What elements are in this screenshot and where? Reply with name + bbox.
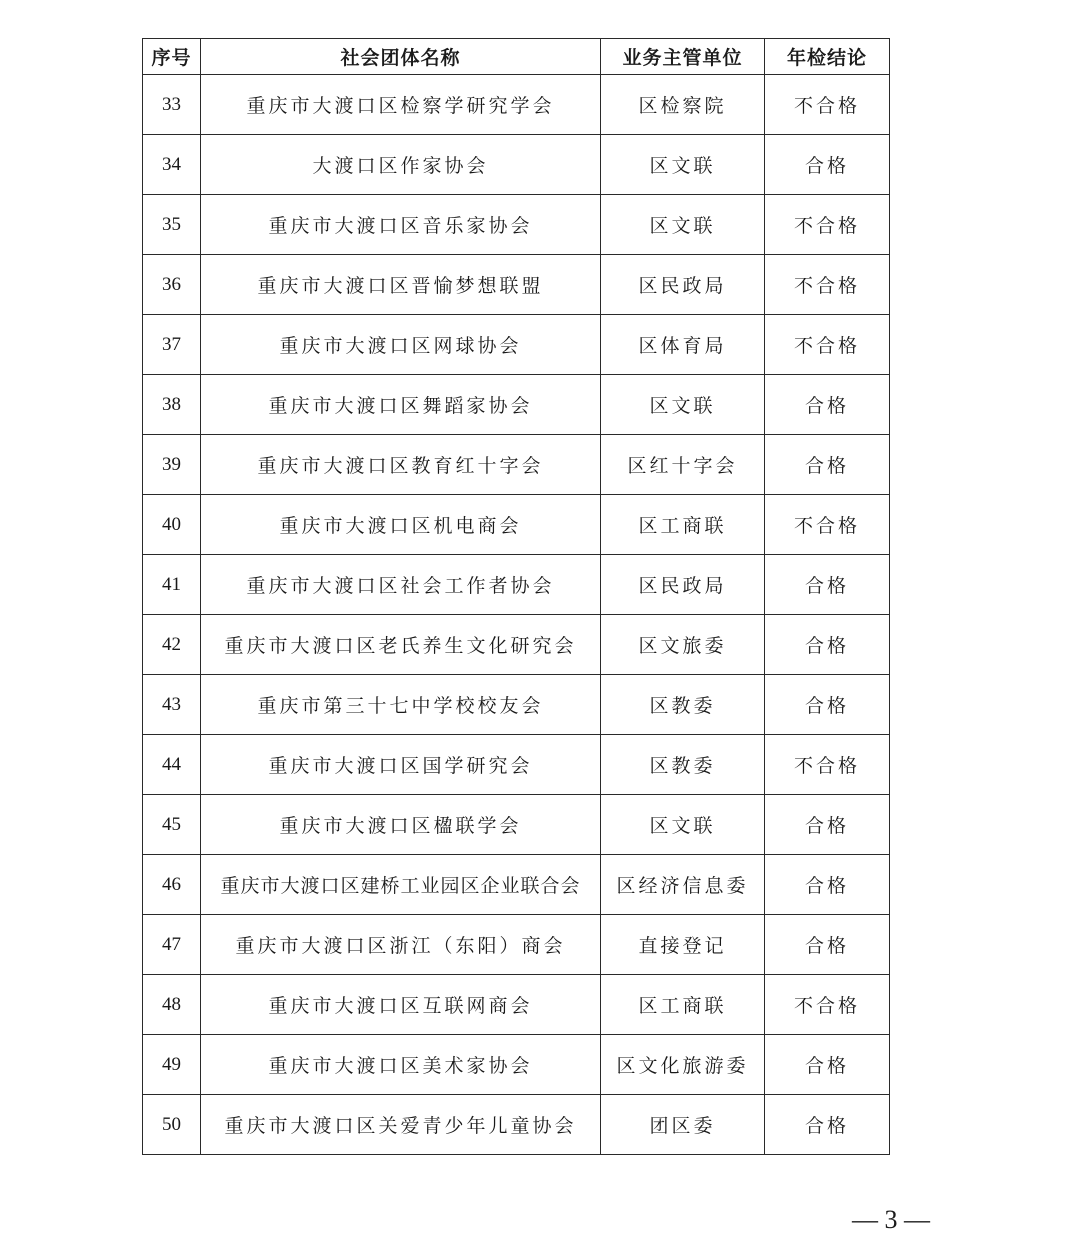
table-row	[143, 555, 890, 615]
supervising-unit: 区文联	[601, 375, 765, 435]
organization-name: 重庆市大渡口区互联网商会	[201, 975, 601, 1035]
supervising-unit: 区民政局	[601, 255, 765, 315]
table-row	[143, 135, 890, 195]
serial-number: 43	[143, 675, 201, 735]
supervising-unit: 区教委	[601, 675, 765, 735]
organization-name: 重庆市大渡口区机电商会	[201, 495, 601, 555]
serial-number: 45	[143, 795, 201, 855]
serial-number: 49	[143, 1035, 201, 1095]
header-supervising-unit: 业务主管单位	[601, 39, 765, 75]
table-row	[143, 255, 890, 315]
header-inspection-result: 年检结论	[765, 39, 890, 75]
inspection-result: 不合格	[765, 975, 890, 1035]
inspection-result: 合格	[765, 855, 890, 915]
inspection-result: 合格	[765, 675, 890, 735]
table-row	[143, 855, 890, 915]
supervising-unit: 区工商联	[601, 975, 765, 1035]
table-row	[143, 495, 890, 555]
supervising-unit: 区文化旅游委	[601, 1035, 765, 1095]
serial-number: 33	[143, 75, 201, 135]
table-header-row	[143, 39, 890, 75]
table-row	[143, 915, 890, 975]
inspection-result: 合格	[765, 795, 890, 855]
inspection-result: 合格	[765, 1035, 890, 1095]
serial-number: 46	[143, 855, 201, 915]
table-row	[143, 675, 890, 735]
organization-name: 重庆市大渡口区晋愉梦想联盟	[201, 255, 601, 315]
organization-name: 重庆市大渡口区美术家协会	[201, 1035, 601, 1095]
organization-name: 重庆市大渡口区舞蹈家协会	[201, 375, 601, 435]
social-organization-inspection-table	[142, 38, 890, 1155]
organization-name: 重庆市大渡口区建桥工业园区企业联合会	[201, 855, 601, 915]
table-row	[143, 375, 890, 435]
organization-name: 重庆市大渡口区网球协会	[201, 315, 601, 375]
inspection-result: 合格	[765, 435, 890, 495]
organization-name: 重庆市大渡口区浙江（东阳）商会	[201, 915, 601, 975]
serial-number: 47	[143, 915, 201, 975]
supervising-unit: 团区委	[601, 1095, 765, 1155]
page-number: — 3 —	[852, 1205, 930, 1234]
serial-number: 42	[143, 615, 201, 675]
organization-name: 重庆市大渡口区社会工作者协会	[201, 555, 601, 615]
table-row	[143, 975, 890, 1035]
inspection-result: 不合格	[765, 255, 890, 315]
organization-name: 重庆市大渡口区老氏养生文化研究会	[201, 615, 601, 675]
table-row	[143, 1035, 890, 1095]
table-row	[143, 735, 890, 795]
serial-number: 44	[143, 735, 201, 795]
serial-number: 39	[143, 435, 201, 495]
header-organization-name: 社会团体名称	[201, 39, 601, 75]
table-row	[143, 795, 890, 855]
serial-number: 50	[143, 1095, 201, 1155]
supervising-unit: 区工商联	[601, 495, 765, 555]
table-row	[143, 315, 890, 375]
serial-number: 36	[143, 255, 201, 315]
organization-name: 重庆市大渡口区关爱青少年儿童协会	[201, 1095, 601, 1155]
supervising-unit: 区文联	[601, 195, 765, 255]
table-row	[143, 435, 890, 495]
organization-name: 重庆市第三十七中学校校友会	[201, 675, 601, 735]
serial-number: 34	[143, 135, 201, 195]
inspection-result: 合格	[765, 555, 890, 615]
inspection-result: 合格	[765, 615, 890, 675]
supervising-unit: 区检察院	[601, 75, 765, 135]
serial-number: 41	[143, 555, 201, 615]
supervising-unit: 区文联	[601, 135, 765, 195]
serial-number: 37	[143, 315, 201, 375]
organization-name: 重庆市大渡口区教育红十字会	[201, 435, 601, 495]
supervising-unit: 区教委	[601, 735, 765, 795]
organization-name: 重庆市大渡口区检察学研究学会	[201, 75, 601, 135]
organization-name: 重庆市大渡口区国学研究会	[201, 735, 601, 795]
header-serial-number: 序号	[143, 39, 201, 75]
table-row	[143, 1095, 890, 1155]
serial-number: 38	[143, 375, 201, 435]
supervising-unit: 区文旅委	[601, 615, 765, 675]
table-row	[143, 615, 890, 675]
organization-name: 大渡口区作家协会	[201, 135, 601, 195]
supervising-unit: 区文联	[601, 795, 765, 855]
supervising-unit: 区民政局	[601, 555, 765, 615]
inspection-result: 不合格	[765, 195, 890, 255]
inspection-result: 合格	[765, 1095, 890, 1155]
inspection-result: 不合格	[765, 75, 890, 135]
table-row	[143, 75, 890, 135]
serial-number: 35	[143, 195, 201, 255]
inspection-result: 合格	[765, 915, 890, 975]
table-row	[143, 195, 890, 255]
organization-name: 重庆市大渡口区楹联学会	[201, 795, 601, 855]
serial-number: 48	[143, 975, 201, 1035]
inspection-result: 不合格	[765, 495, 890, 555]
supervising-unit: 区体育局	[601, 315, 765, 375]
organization-name: 重庆市大渡口区音乐家协会	[201, 195, 601, 255]
supervising-unit: 直接登记	[601, 915, 765, 975]
supervising-unit: 区红十字会	[601, 435, 765, 495]
supervising-unit: 区经济信息委	[601, 855, 765, 915]
inspection-result: 合格	[765, 135, 890, 195]
inspection-result: 不合格	[765, 315, 890, 375]
inspection-result: 不合格	[765, 735, 890, 795]
inspection-result: 合格	[765, 375, 890, 435]
serial-number: 40	[143, 495, 201, 555]
